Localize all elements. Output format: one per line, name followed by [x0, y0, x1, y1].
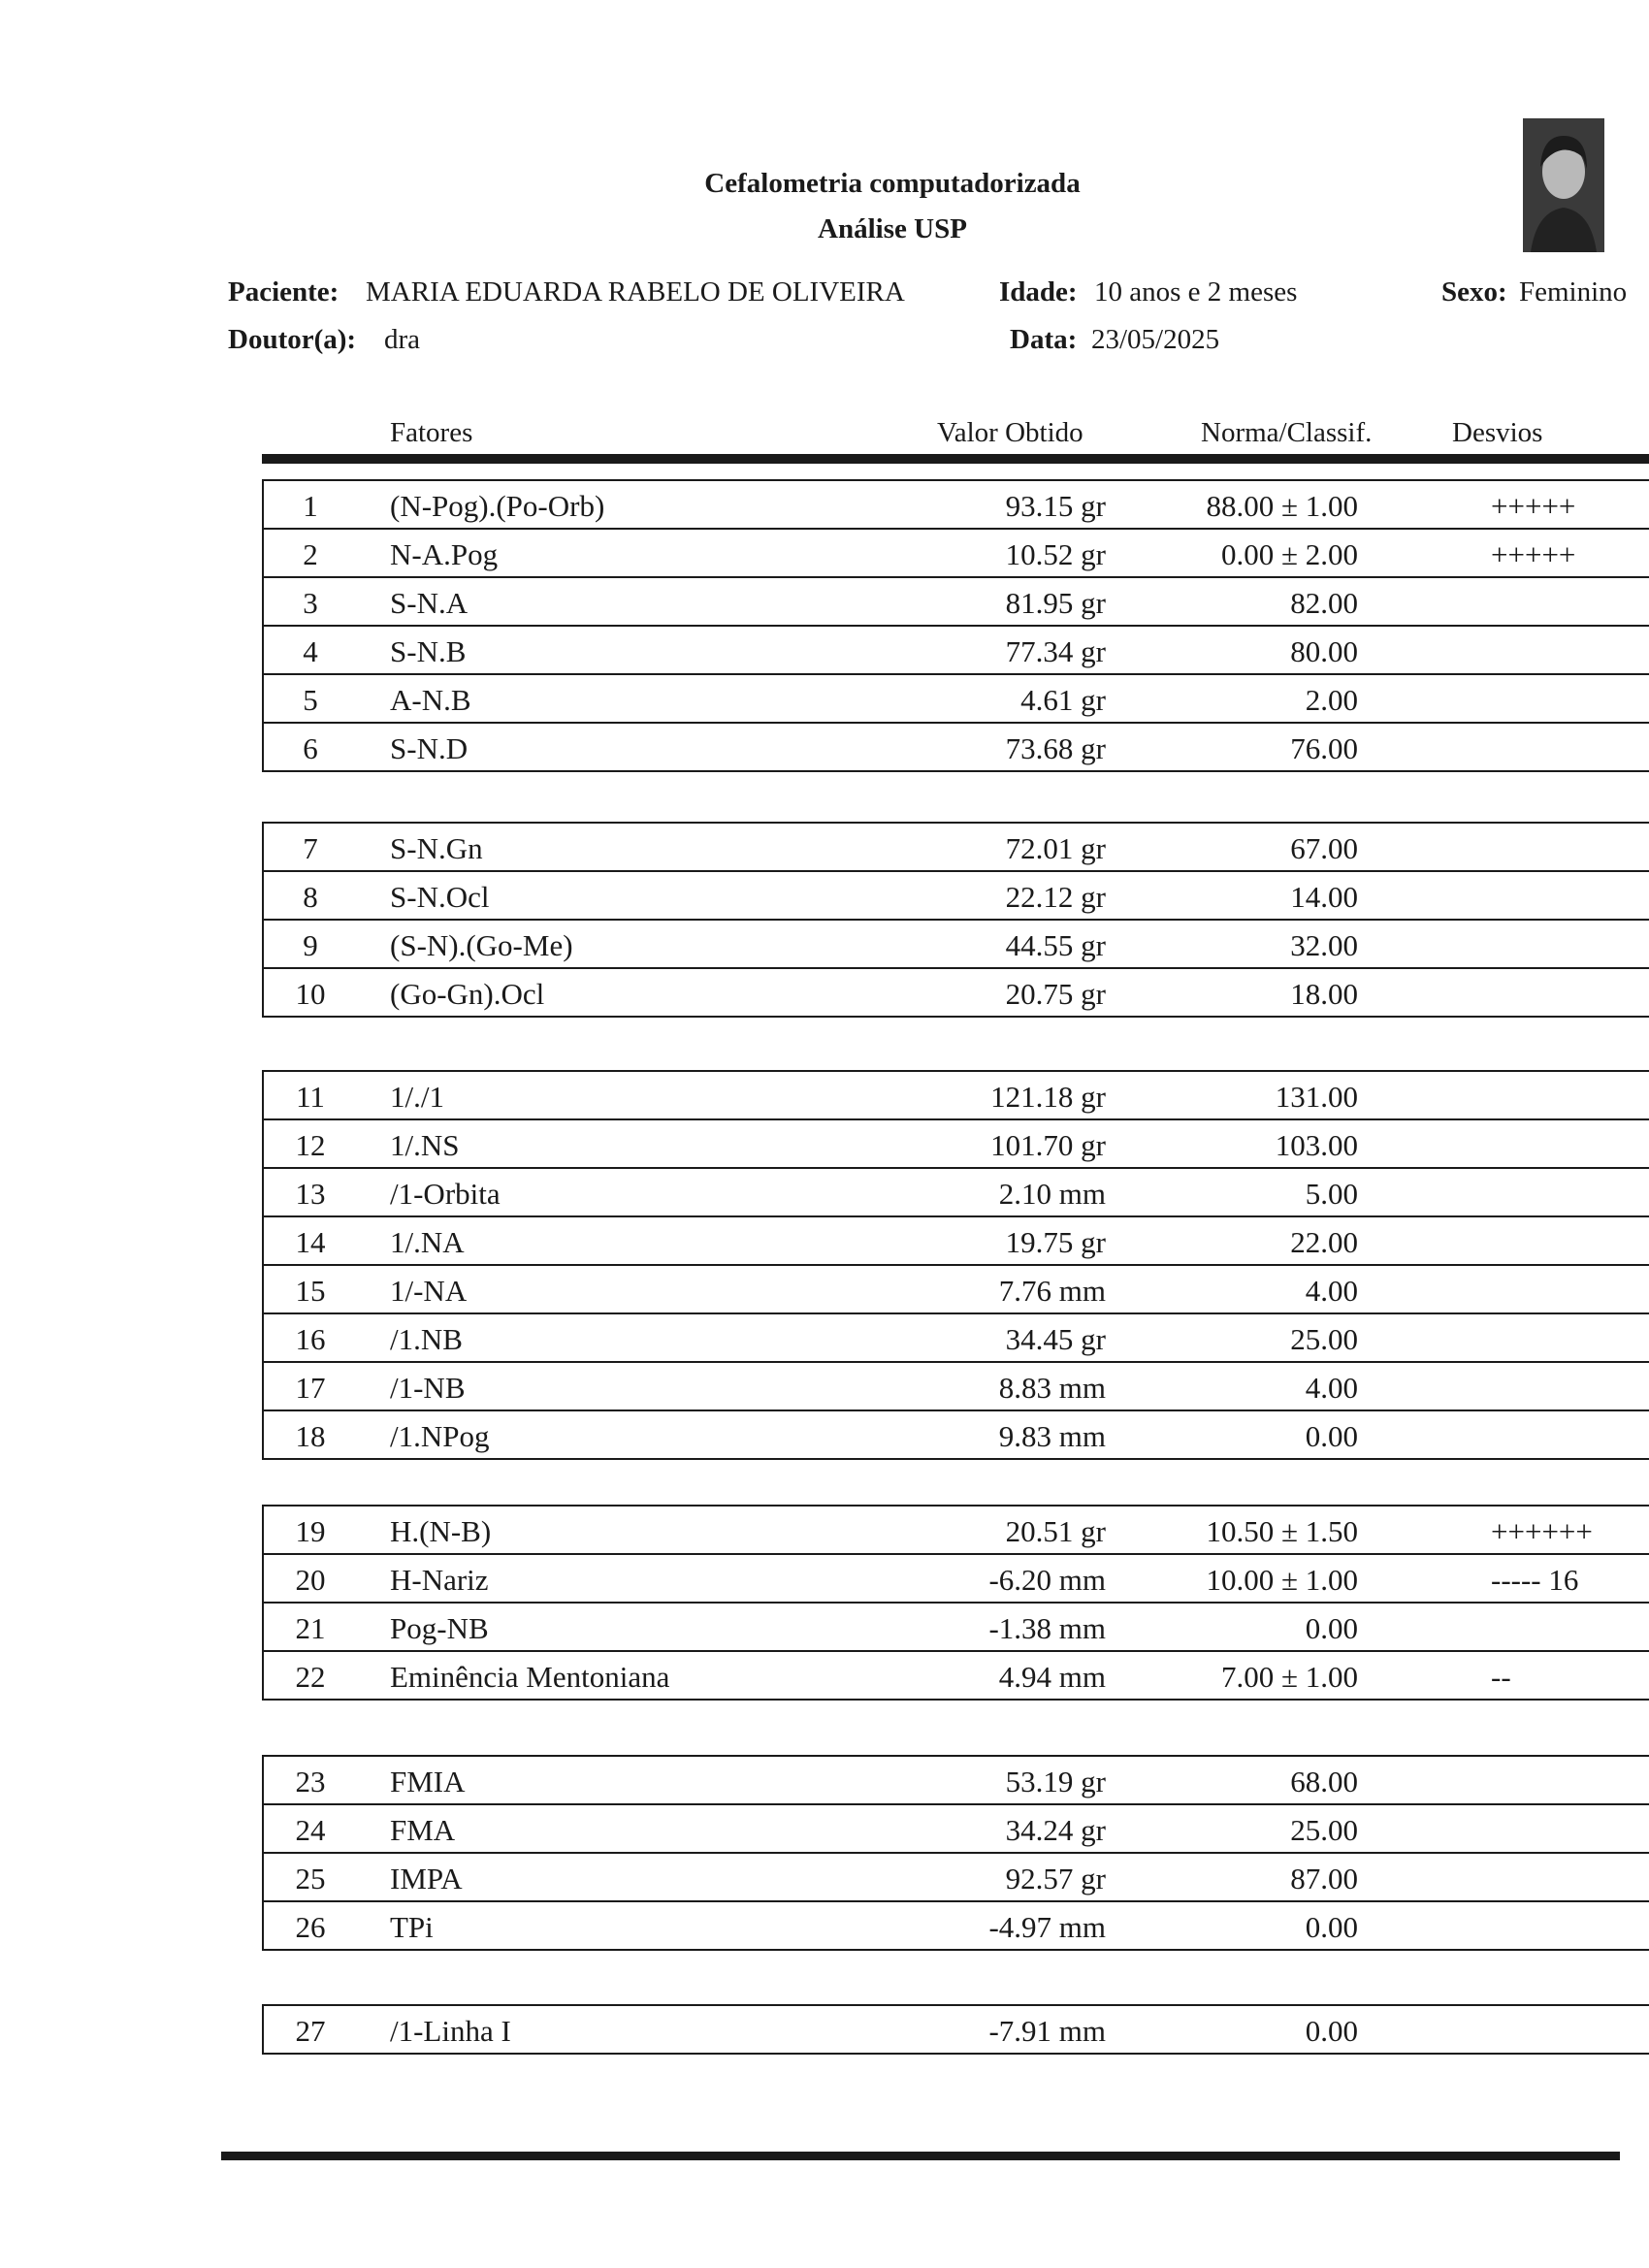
obtained-value: -4.97 mm — [988, 1910, 1106, 1944]
table-row — [264, 1264, 1649, 1312]
page-title: Cefalometria computadorizada — [704, 168, 1081, 199]
table-row — [264, 1072, 1649, 1118]
factor-name: (Go-Gn).Ocl — [390, 977, 545, 1011]
obtained-value: 20.75 gr — [1005, 977, 1106, 1011]
factor-name: H.(N-B) — [390, 1514, 492, 1548]
obtained-value: 7.76 mm — [998, 1274, 1106, 1308]
table-row — [264, 1167, 1649, 1215]
table-row — [264, 1118, 1649, 1167]
factor-name: TPi — [390, 1910, 434, 1944]
factor-name: S-N.A — [390, 586, 469, 620]
factor-name: /1.NPog — [390, 1419, 490, 1453]
date-value: 23/05/2025 — [1091, 324, 1220, 355]
norm-value: 18.00 — [1290, 977, 1358, 1011]
table-row — [264, 1602, 1649, 1650]
row-number: 24 — [295, 1813, 326, 1847]
row-number: 11 — [296, 1080, 325, 1114]
norm-value: 68.00 — [1290, 1765, 1358, 1798]
factor-name: A-N.B — [390, 683, 471, 717]
age-value: 10 anos e 2 meses — [1094, 276, 1298, 308]
norm-value: 88.00 ± 1.00 — [1206, 489, 1358, 523]
obtained-value: -7.91 mm — [988, 2014, 1106, 2048]
factor-name: Eminência Mentoniana — [390, 1660, 670, 1694]
table-row — [264, 481, 1649, 528]
table-row — [264, 576, 1649, 625]
table-row — [264, 528, 1649, 576]
table-row — [264, 1553, 1649, 1602]
table-row — [264, 673, 1649, 722]
obtained-value: 77.34 gr — [1005, 634, 1106, 668]
norm-value: 25.00 — [1290, 1322, 1358, 1356]
norm-value: 0.00 — [1305, 1910, 1358, 1944]
norm-value: 0.00 — [1305, 1611, 1358, 1645]
norm-value: 131.00 — [1275, 1080, 1358, 1114]
factor-name: /1-Linha I — [390, 2014, 511, 2048]
row-number: 26 — [295, 1910, 326, 1944]
factor-name: S-N.Gn — [390, 831, 483, 865]
table-row — [264, 1312, 1649, 1361]
norm-value: 82.00 — [1290, 586, 1358, 620]
row-number: 9 — [303, 928, 318, 962]
factor-group-4 — [262, 1505, 1649, 1701]
norm-value: 2.00 — [1305, 683, 1358, 717]
factor-name: /1-Orbita — [390, 1177, 501, 1211]
obtained-value: 8.83 mm — [998, 1371, 1106, 1405]
factor-name: S-N.B — [390, 634, 467, 668]
obtained-value: -6.20 mm — [988, 1563, 1106, 1597]
norm-value: 80.00 — [1290, 634, 1358, 668]
factor-name: /1.NB — [390, 1322, 463, 1356]
factor-name: S-N.D — [390, 731, 469, 765]
row-number: 23 — [295, 1765, 326, 1798]
row-number: 20 — [295, 1563, 326, 1597]
patient-photo — [1523, 118, 1604, 252]
table-row — [264, 1361, 1649, 1409]
age-label: Idade: — [999, 276, 1078, 308]
table-row — [264, 1215, 1649, 1264]
obtained-value: 34.24 gr — [1005, 1813, 1106, 1847]
table-row — [264, 1900, 1649, 1949]
row-number: 15 — [295, 1274, 326, 1308]
factor-group-5 — [262, 1755, 1649, 1951]
obtained-value: 53.19 gr — [1005, 1765, 1106, 1798]
deviation-value: ----- 16 — [1491, 1563, 1579, 1597]
table-row — [264, 1507, 1649, 1553]
row-number: 5 — [303, 683, 318, 717]
row-number: 10 — [295, 977, 326, 1011]
row-number: 22 — [295, 1660, 326, 1694]
row-number: 25 — [295, 1862, 326, 1895]
norm-value: 103.00 — [1275, 1128, 1358, 1162]
row-number: 13 — [295, 1177, 326, 1211]
table-row — [264, 824, 1649, 870]
table-row — [264, 1757, 1649, 1803]
obtained-value: 73.68 gr — [1005, 731, 1106, 765]
table-row — [264, 1803, 1649, 1852]
patient-label: Paciente: — [228, 276, 340, 308]
factor-name: (S-N).(Go-Me) — [390, 928, 573, 962]
factor-group-3 — [262, 1070, 1649, 1460]
column-header-norm: Norma/Classif. — [1201, 417, 1373, 448]
footer-divider — [221, 2152, 1620, 2160]
row-number: 8 — [303, 880, 318, 914]
table-row — [264, 967, 1649, 1016]
norm-value: 14.00 — [1290, 880, 1358, 914]
factor-name: S-N.Ocl — [390, 880, 490, 914]
row-number: 4 — [303, 634, 318, 668]
patient-photo-icon — [1523, 118, 1604, 252]
norm-value: 87.00 — [1290, 1862, 1358, 1895]
table-row — [264, 1650, 1649, 1699]
deviation-value: +++++ — [1491, 537, 1576, 571]
obtained-value: 4.61 gr — [1020, 683, 1106, 717]
norm-value: 25.00 — [1290, 1813, 1358, 1847]
column-header-deviation: Desvios — [1452, 417, 1543, 448]
norm-value: 0.00 — [1305, 1419, 1358, 1453]
factor-name: FMIA — [390, 1765, 466, 1798]
row-number: 1 — [303, 489, 318, 523]
date-label: Data: — [1010, 324, 1078, 355]
column-header-value: Valor Obtido — [937, 417, 1083, 448]
obtained-value: 2.10 mm — [998, 1177, 1106, 1211]
page-subtitle: Análise USP — [818, 213, 967, 244]
row-number: 2 — [303, 537, 318, 571]
row-number: 18 — [295, 1419, 326, 1453]
obtained-value: 9.83 mm — [998, 1419, 1106, 1453]
obtained-value: 44.55 gr — [1005, 928, 1106, 962]
row-number: 16 — [295, 1322, 326, 1356]
obtained-value: 101.70 gr — [990, 1128, 1106, 1162]
norm-value: 10.50 ± 1.50 — [1206, 1514, 1358, 1548]
table-row — [264, 1409, 1649, 1458]
norm-value: 10.00 ± 1.00 — [1206, 1563, 1358, 1597]
obtained-value: 20.51 gr — [1005, 1514, 1106, 1548]
norm-value: 4.00 — [1305, 1371, 1358, 1405]
norm-value: 4.00 — [1305, 1274, 1358, 1308]
factor-name: 1/-NA — [390, 1274, 468, 1308]
obtained-value: 92.57 gr — [1005, 1862, 1106, 1895]
table-row — [264, 722, 1649, 770]
deviation-value: -- — [1491, 1660, 1511, 1694]
row-number: 6 — [303, 731, 318, 765]
patient-name: MARIA EDUARDA RABELO DE OLIVEIRA — [366, 276, 905, 308]
obtained-value: 81.95 gr — [1005, 586, 1106, 620]
factor-name: H-Nariz — [390, 1563, 489, 1597]
factor-name: (N-Pog).(Po-Orb) — [390, 489, 605, 523]
norm-value: 67.00 — [1290, 831, 1358, 865]
table-row — [264, 2006, 1649, 2053]
factor-name: 1/.NA — [390, 1225, 465, 1259]
doctor-value: dra — [384, 324, 421, 355]
table-row — [264, 870, 1649, 919]
header-divider — [262, 454, 1649, 464]
factor-group-6 — [262, 2004, 1649, 2055]
norm-value: 76.00 — [1290, 731, 1358, 765]
row-number: 14 — [295, 1225, 326, 1259]
sex-value: Feminino — [1519, 276, 1628, 308]
row-number: 7 — [303, 831, 318, 865]
norm-value: 0.00 — [1305, 2014, 1358, 2048]
row-number: 3 — [303, 586, 318, 620]
obtained-value: -1.38 mm — [988, 1611, 1106, 1645]
obtained-value: 19.75 gr — [1005, 1225, 1106, 1259]
factor-name: /1-NB — [390, 1371, 466, 1405]
norm-value: 5.00 — [1305, 1177, 1358, 1211]
row-number: 12 — [295, 1128, 326, 1162]
row-number: 19 — [295, 1514, 326, 1548]
row-number: 21 — [295, 1611, 326, 1645]
deviation-value: ++++++ — [1491, 1514, 1593, 1548]
obtained-value: 10.52 gr — [1005, 537, 1106, 571]
row-number: 17 — [295, 1371, 326, 1405]
factor-name: Pog-NB — [390, 1611, 489, 1645]
table-row — [264, 919, 1649, 967]
column-header-factors: Fatores — [390, 417, 473, 448]
norm-value: 22.00 — [1290, 1225, 1358, 1259]
factor-name: FMA — [390, 1813, 456, 1847]
obtained-value: 4.94 mm — [998, 1660, 1106, 1694]
obtained-value: 22.12 gr — [1005, 880, 1106, 914]
factor-name: IMPA — [390, 1862, 463, 1895]
obtained-value: 121.18 gr — [990, 1080, 1106, 1114]
factor-name: 1/./1 — [390, 1080, 444, 1114]
obtained-value: 34.45 gr — [1005, 1322, 1106, 1356]
obtained-value: 72.01 gr — [1005, 831, 1106, 865]
factor-group-1 — [262, 479, 1649, 772]
factor-name: N-A.Pog — [390, 537, 499, 571]
table-row — [264, 1852, 1649, 1900]
obtained-value: 93.15 gr — [1005, 489, 1106, 523]
norm-value: 7.00 ± 1.00 — [1220, 1660, 1358, 1694]
doctor-label: Doutor(a): — [228, 324, 357, 355]
deviation-value: +++++ — [1491, 489, 1576, 523]
norm-value: 0.00 ± 2.00 — [1220, 537, 1358, 571]
norm-value: 32.00 — [1290, 928, 1358, 962]
row-number: 27 — [295, 2014, 326, 2048]
table-row — [264, 625, 1649, 673]
factor-name: 1/.NS — [390, 1128, 460, 1162]
sex-label: Sexo: — [1441, 276, 1507, 308]
factor-group-2 — [262, 822, 1649, 1018]
